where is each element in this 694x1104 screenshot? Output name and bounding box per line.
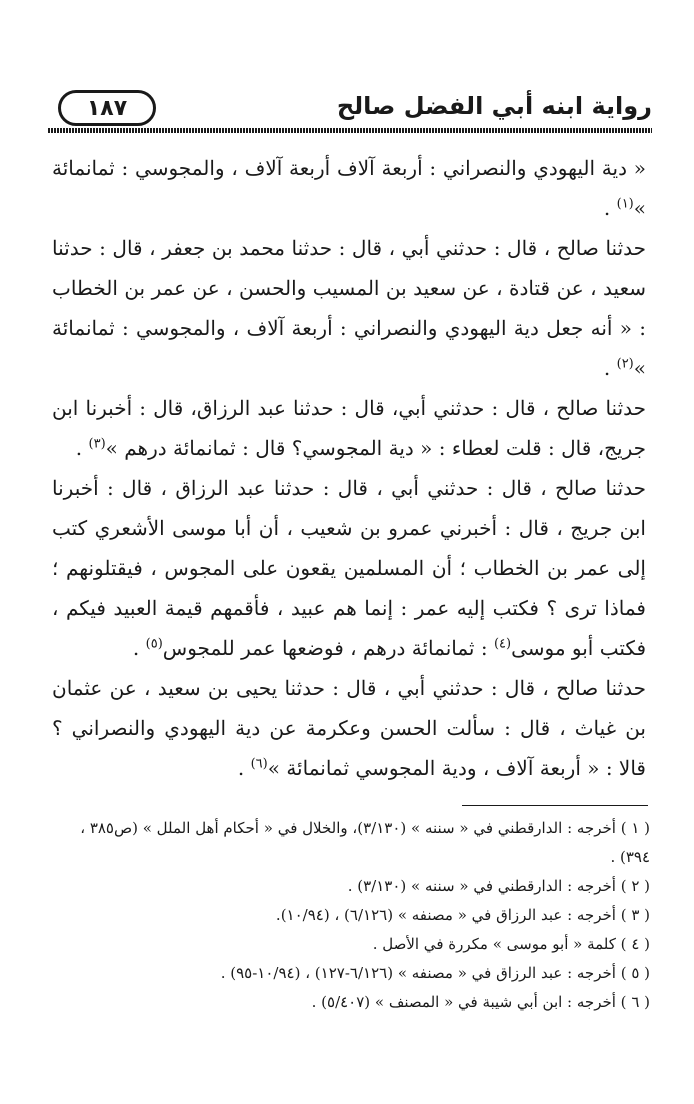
paragraph-text: حدثنا صالح ، قال : حدثني أبي ، قال : حدثنا عبد الرزاق ، قال : أخبرنا ابن جريج ، قال : أخبرني عمرو بن شعيب ، أن أبا موسى الأشعري كتب إلى عمر بن الخطاب ؛ أن المسلمين يقعون على المجوس ، فيقتلونهم ؛ فماذا ترى ؟ فكتب إليه عمر : إنما هم عبيد ، فأقمهم قيمة العبيد فيكم ، فكتب أبو موسى	[52, 476, 646, 660]
paragraph-end: .	[132, 636, 146, 660]
paragraph	[52, 228, 646, 388]
page-header	[48, 82, 652, 134]
paragraph	[52, 148, 646, 228]
paragraph-text: حدثنا صالح ، قال : حدثني أبي، قال : حدثنا عبد الرزاق، قال : أخبرنا ابن جريج، قال : قلت لعطاء : « دية المجوسي؟ قال : ثمانمائة درهم »	[52, 396, 646, 460]
footnote-separator	[462, 805, 648, 806]
paragraph-text: : ثمانمائة درهم ، فوضعها عمر للمجوس	[162, 636, 494, 660]
footnote-ref[interactable]: (٤)	[493, 636, 512, 652]
footnote: ( ٤ ) كلمة « أبو موسى » مكررة في الأصل .	[372, 935, 650, 953]
footnote-ref[interactable]: (٥)	[145, 636, 163, 652]
paragraph-end: .	[603, 196, 617, 220]
paragraph-text: حدثنا صالح ، قال : حدثني أبي ، قال : حدثنا يحيى بن سعيد ، عن عثمان بن غياث ، قال : سألت الحسن وعكرمة عن دية اليهودي والنصراني ؟ قالا : « أربعة آلاف ، ودية المجوسي ثمانمائة »	[52, 676, 646, 780]
footnote: ( ١ ) أخرجه : الدارقطني في « سننه » (٣/١٣٠)، والخلال في « أحكام أهل الملل » (ص٣٨٥ ، ٣٩٤) .	[80, 819, 650, 866]
footnote-ref[interactable]: (١)	[616, 196, 634, 212]
footnote: ( ٦ ) أخرجه : ابن أبي شيبة في « المصنف » (٥/٤٠٧) .	[311, 993, 650, 1011]
running-title: رواية ابنه أبي الفضل صالح	[336, 92, 652, 120]
footnote-ref[interactable]: (٣)	[88, 436, 106, 452]
paragraph-text: « دية اليهودي والنصراني : أربعة آلاف أربعة آلاف ، والمجوسي : ثمانمائة »	[52, 156, 646, 220]
paragraph-text: حدثنا صالح ، قال : حدثني أبي ، قال : حدثنا محمد بن جعفر ، قال : حدثنا سعيد ، عن قتادة ، عن سعيد بن المسيب والحسن ، عن عمر بن الخطاب : « أنه جعل دية اليهودي والنصراني : أربعة آلاف ، والمجوسي : ثمانمائة »	[52, 236, 646, 380]
paragraph	[52, 388, 646, 468]
header-rule	[48, 128, 652, 133]
main-text	[52, 148, 646, 788]
footnote: ( ٥ ) أخرجه : عبد الرزاق في « مصنفه » (٦/١٢٦-١٢٧) ، (١٠/٩٤-٩٥) .	[220, 964, 650, 982]
paragraph	[52, 668, 646, 788]
footnote: ( ٢ ) أخرجه : الدارقطني في « سننه » (٣/١٣٠) .	[347, 877, 650, 895]
footnote-ref[interactable]: (٢)	[616, 356, 634, 372]
paragraph-end: .	[237, 756, 251, 780]
page-number-badge	[58, 90, 156, 126]
paragraph-end: .	[75, 436, 89, 460]
paragraph	[52, 468, 646, 668]
footnotes	[52, 814, 650, 1017]
paragraph-end: .	[603, 356, 617, 380]
footnote: ( ٣ ) أخرجه : عبد الرزاق في « مصنفه » (٦/١٢٦) ، (١٠/٩٤).	[275, 906, 650, 924]
footnote-ref[interactable]: (٦)	[250, 756, 268, 772]
page-number: ١٨٧	[86, 95, 128, 121]
